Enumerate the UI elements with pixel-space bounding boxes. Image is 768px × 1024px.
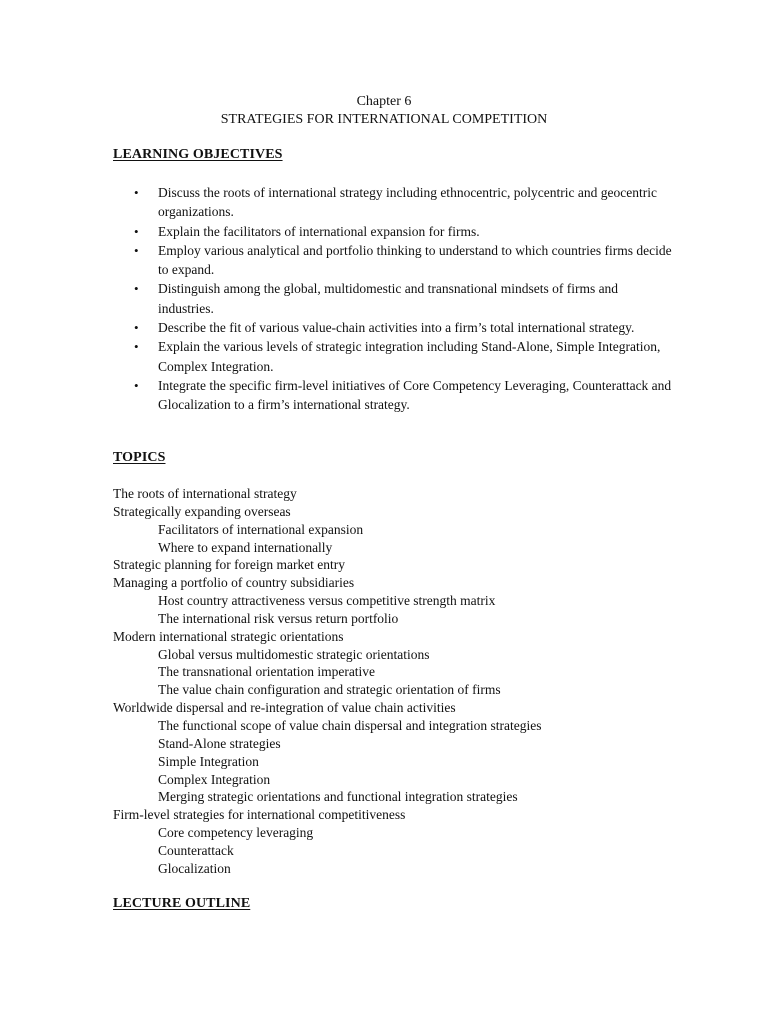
bullet-icon: •	[134, 185, 139, 200]
topic-subitem: Glocalization	[158, 860, 231, 876]
topic-subitem: Core competency leveraging	[158, 825, 314, 841]
learning-objectives-list	[113, 183, 673, 415]
objective-text: Discuss the roots of international strategy including ethnocentric, polycentric and geocentric organizations.	[158, 185, 657, 220]
chapter-title: STRATEGIES FOR INTERNATIONAL COMPETITION	[220, 112, 548, 127]
bullet-icon: •	[134, 242, 139, 258]
topic-subitem: Host country attractiveness versus competitive strength matrix	[158, 593, 496, 609]
topic-subitem: The functional scope of value chain dispersal and integration strategies	[158, 717, 542, 733]
topic-item: Firm-level strategies for international competitiveness	[113, 807, 406, 823]
objective-item	[113, 376, 673, 415]
objective-item	[113, 337, 673, 376]
topics-heading: TOPICS	[113, 450, 166, 465]
objective-item	[113, 318, 673, 337]
objective-item	[113, 183, 673, 222]
topic-subitem: Counterattack	[158, 842, 234, 858]
topic-subitem: The transnational orientation imperative	[158, 664, 376, 680]
topic-subitem: Merging strategic orientations and functional integration strategies	[158, 789, 518, 805]
objective-text: Employ various analytical and portfolio thinking to understand to which countries firms decide to expand.	[158, 242, 672, 278]
objective-item	[113, 222, 673, 241]
topic-item: Managing a portfolio of country subsidiaries	[113, 575, 355, 591]
bullet-icon: •	[134, 339, 139, 355]
lecture-outline-heading: LECTURE OUTLINE	[113, 896, 251, 911]
objective-text: Integrate the specific firm-level initiatives of Core Competency Leveraging, Counterattack and Glocalization to a firm’s international strategy.	[158, 377, 672, 413]
topic-item: Worldwide dispersal and re-integration of value chain activities	[113, 700, 456, 716]
topic-subitem: Complex Integration	[158, 771, 271, 787]
learning-objectives-heading: LEARNING OBJECTIVES	[113, 147, 283, 162]
topics-list	[113, 485, 713, 878]
topic-subitem: Facilitators of international expansion	[158, 521, 364, 537]
objective-item	[113, 279, 673, 318]
bullet-icon: •	[134, 320, 139, 336]
objective-text: Explain the facilitators of international expansion for firms.	[158, 223, 480, 239]
topic-item: Strategically expanding overseas	[113, 503, 291, 519]
topic-item: Modern international strategic orientations	[113, 628, 344, 644]
chapter-number: Chapter 6	[356, 94, 412, 109]
objective-text: Explain the various levels of strategic integration including Stand-Alone, Simple Integration, Complex Integration.	[158, 339, 661, 374]
topic-subitem: Simple Integration	[158, 753, 259, 769]
topic-subitem: The value chain configuration and strategic orientation of firms	[158, 682, 501, 698]
bullet-icon: •	[134, 377, 139, 393]
topic-subitem: Global versus multidomestic strategic orientations	[158, 646, 430, 662]
objective-text: Distinguish among the global, multidomestic and transnational mindsets of firms and industries.	[158, 281, 619, 316]
topic-subitem: The international risk versus return portfolio	[158, 610, 399, 626]
topic-subitem: Stand-Alone strategies	[158, 735, 281, 751]
objective-item	[113, 241, 673, 280]
objective-text: Describe the fit of various value-chain activities into a firm’s total international strategy.	[158, 320, 635, 336]
topic-item: The roots of international strategy	[113, 486, 297, 501]
bullet-icon: •	[134, 223, 139, 239]
topic-item: Strategic planning for foreign market entry	[113, 557, 346, 573]
topic-subitem: Where to expand internationally	[158, 539, 333, 555]
bullet-icon: •	[134, 281, 139, 297]
